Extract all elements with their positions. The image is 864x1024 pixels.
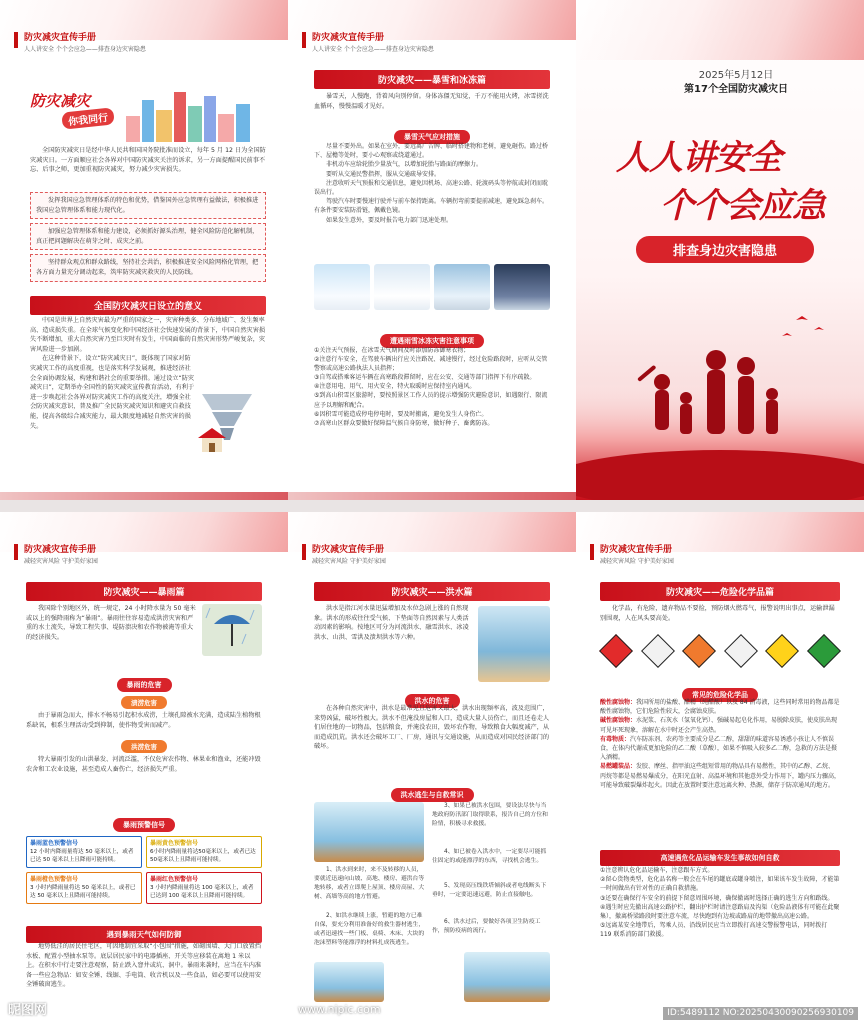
header-accent-bar (590, 544, 594, 560)
section-title: 防灾减灾——危险化学品篇 (600, 582, 840, 601)
subsection-title: 常见的危险化学品 (682, 688, 758, 702)
panel-hazmat (576, 512, 864, 1024)
panel-cover (576, 0, 864, 500)
watermark-url: www.nipic.com (298, 1003, 381, 1016)
warning-signal-card (26, 872, 142, 904)
section-banner (600, 850, 840, 866)
warning-signal-card (26, 836, 142, 868)
section-banner (30, 296, 266, 315)
subsection-title: 暴雪天气应对措施 (394, 130, 470, 144)
subsection-tag (314, 124, 550, 144)
step-item: ②留心货物类型，危化品名称一般会在车尾的罐底或罐身喷注，如果该车发生故障，才能第一时间做出有针对性的正确自救措施。 (600, 876, 840, 893)
header-title: 防灾减灾宣传手册 (312, 545, 385, 555)
flammable-icon (599, 634, 633, 668)
panel-snow (288, 0, 576, 500)
snow-intro (314, 92, 550, 111)
panel-header (312, 542, 386, 565)
header-title: 防灾减灾宣传手册 (24, 33, 97, 43)
signal-text: 3 小时内降雨量将达 100 毫米以上，或者已达到 100 毫米以上且降雨可能持续。 (150, 885, 254, 899)
subsection-title: 遭遇雨雪冰冻灾害注意事项 (380, 334, 484, 348)
header-title: 防灾减灾宣传手册 (24, 545, 97, 555)
policy-text: 坚持群众观点和群众路线，坚持社会共治，积极推进安全风险网格化管理，把各方面力量充分调动起来，筑牢防灾减灾救灾的人民防线。 (36, 259, 259, 276)
signal-text: 12 小时内降雨量将达 50 毫米以上，或者已达 50 毫米以上且降雨可能持续。 (30, 849, 134, 863)
panel-header (24, 30, 146, 53)
snow-measures-list (314, 142, 550, 225)
panel-header (312, 30, 434, 53)
signal-grid (26, 836, 262, 904)
chemical-type: 易燃罐装品： (600, 763, 637, 771)
night-road-image (494, 264, 550, 310)
subsection-title: 洪水的危害 (405, 694, 460, 708)
list-item: 如果发生意外，要及时报告电力部门迅速处理。 (326, 216, 453, 224)
section-title: 全国防灾减灾日设立的意义 (30, 296, 266, 315)
header-accent-bar (302, 544, 306, 560)
section-title: 高速遇危化品运输车发生事故如何自救 (600, 850, 840, 866)
watermark-logo: 昵图网 (8, 1003, 48, 1018)
body-paragraph: 中国是世界上自然灾害最为严重的国家之一，灾害种类多、分布地域广、发生频率高、造成损失重。在全球气候变化和中国经济社会快速发展的背景下，中国自然灾害损失不断增加，重大自然灾害乃至巨灾时有发生，中国面临的自然灾害形势严峻复杂，灾害风险进一步加剧。 (30, 317, 266, 353)
list-item: 非机动车应给轮胎少量放气，以增加轮胎与路面的摩擦力。 (326, 161, 483, 169)
list-item: ④注意用电、用气、用火安全，特火取暖时应保持室内通风。 (314, 383, 476, 391)
panel-header (600, 542, 674, 565)
intro-text: 暴雪天，人慢跑，背着风向别停留。身体冻僵无知觉，千万不能用火烤，冰雪搓洗血循环，慢慢温暖才见好。 (314, 93, 549, 110)
header-accent-bar (14, 544, 18, 560)
hazard-symbols (600, 634, 840, 668)
umbrella-wind-icon (202, 604, 262, 656)
chemical-desc: 我国所用的盐酸、醋精（纯醋酸）以及 84 消毒液，这些同时常用的物品都是酸性腐蚀物，它们危险性较大，会腐蚀皮肤。 (600, 699, 840, 716)
header-subtitle: 减轻灾害风险 守护美好家园 (312, 558, 386, 565)
chemical-item (600, 716, 840, 734)
policy-text: 发挥我国应急管理体系的特色和优势，借鉴国外应急管理有益做法，积极推进我国应急管理体系和能力现代化。 (36, 197, 259, 214)
intro-text: 我国除个别地区外，统一规定，24 小时降水量为 50 毫米或以上的强降雨称为“暴雨”。暴雨往往容易造成洪涝灾害和严重的水土流失，导致工程失事、堤防溃决和农作物被淹等重大的经济损失。 (26, 605, 196, 641)
tornado-house-icon (192, 388, 262, 458)
rainstorm-intro (26, 604, 262, 656)
tip-item: 1、洪水到来时，来不及转移的人员，要就近迅速向山坡、高地、楼房、避洪台等地转移，或者立即爬上屋顶、楼房高屋、大树、高墙等高的地方暂避。 (314, 867, 425, 900)
hazmat-intro (600, 604, 840, 623)
flood-car-image (478, 606, 550, 682)
intro-text: 化学品，有危险，遗弃物品不要捡，预防烟火燃毒气，报警说明出事点，运输泄漏别围观，人在风头要高处。 (600, 605, 835, 622)
policy-text: 加强应急管理体系和能力建设，必须抓好源头治理，健全风险防范化解机制，真正把问题解决在萌芽之时、成灾之前。 (36, 228, 259, 245)
policy-box (30, 254, 266, 281)
campaign-logo-main: 防灾减灾 (30, 92, 91, 110)
section-title: 遇到暴雨天气如何防御 (26, 926, 262, 943)
list-item: 注意收听天气预报和交通信息，避免因机场、高速公路、轮渡码头等停航或封闭而耽误出行。 (314, 179, 549, 197)
header-subtitle: 减轻灾害风险 守护美好家园 (600, 558, 674, 565)
section-banner (314, 582, 550, 601)
cover-tagline: 排查身边灾害隐患 (636, 236, 814, 263)
tip-item: 3、如果已被洪水包围，要设法尽快与当地政府防汛部门取得联系，报告自己的方位和险情，积极寻求救援。 (432, 803, 548, 827)
top-wave-decoration (576, 0, 864, 60)
bottom-strip (288, 492, 576, 500)
watermark-id: ID:5489112 NO:20250430090256930109 (663, 1007, 858, 1020)
intro-text: 洪水是指江河水量迅猛增加及水位急剧上涨的自然现象。洪水的形成往往受气候、下垫面等自然因素与人类活动因素的影响。按地区可分为河流洪水、融雪洪水、冰凌洪水、山洪、雪洪及溃坝洪水等六种。 (314, 605, 469, 641)
signal-name: 暴雨橙色预警信号 (30, 876, 79, 883)
list-item: ⑤到高山积雪区旅游时，要按照景区工作人员的提示增强防灾避险意识，如遇限行、限流应予以理解和配合。 (314, 392, 548, 409)
body-paragraph: 在这种背景下，设立“防灾减灾日”，既体现了国家对防灾减灾工作的高度重视，也是落实科学发展观，推进经济社会全面协调发展，构建和谐社会的重要举措。通过设立“防灾减灾日”，定期举办全国性的防灾减灾宣传教育活动，有利于进一步唤起社会各界对防灾减灾工作的高度关注，增强全社会防灾减灾意识，普及推广全民防灾减灾知识和避灾自救技能，提高各级综合减灾能力，最大限度地减轻自然灾害的损失。 (30, 355, 195, 430)
signal-name: 暴雨黄色预警信号 (150, 840, 199, 847)
tip-item: 5、发现高压线铁塔倾斜或者电线断头下垂时，一定要迅速远避，防止直接触电。 (432, 883, 547, 898)
freeze-notes-list (314, 346, 550, 428)
corrosive-icon (724, 634, 758, 668)
section-banner (314, 70, 550, 89)
header-title: 防灾减灾宣传手册 (600, 545, 673, 555)
gas-icon (807, 634, 841, 668)
header-title: 防灾减灾宣传手册 (312, 33, 385, 43)
chemical-item (600, 698, 840, 716)
panel-intro (0, 0, 288, 500)
snowman-image (374, 264, 430, 310)
harm-text: 在各种自然灾害中，洪水是最常见且危害又最大，洪水出现频率高，波及范围广，来势凶猛，破坏性极大。洪水不但淹没房屋和人口，造成大量人员伤亡，而且还卷走人们居住地的一切物品，包括粮食，并淹没农田，毁坏农作物，导致粮食大幅度减产，从而造成饥荒。洪水还会破坏工厂、厂房，通讯与交通设施，从而造成对国民经济部门的破坏。 (314, 705, 550, 751)
chemical-item (600, 735, 840, 763)
snow-car-image (434, 264, 490, 310)
family-silhouette-icon (576, 290, 864, 500)
flood-house-image (314, 962, 384, 1002)
toxic-icon (641, 634, 675, 668)
tip-item: 6、洪水过后，要做好各项卫生防疫工作，预防疫病的流行。 (432, 919, 541, 934)
event-name: 第17个全国防灾减灾日 (684, 84, 788, 95)
chemical-desc: 汽车防冻剂、农药等主要成分是乙二醇，甜甜的味道容易诱惑小孩让人不慎误食，在体内代谢成更加危险的乙二酸（草酸），如果不慎吸入较多乙二醇，急救的方法是摄入酒精。 (600, 735, 838, 762)
policy-box (30, 223, 266, 250)
snow-person-image (314, 264, 370, 310)
flood-rescue-image (314, 802, 424, 862)
event-date: 2025年5月12日 (698, 70, 774, 81)
chemical-item (600, 762, 840, 790)
signal-name: 暴雨蓝色预警信号 (30, 840, 79, 847)
section-title: 防灾减灾——洪水篇 (314, 582, 550, 601)
subsection-title: 暴雨的危害 (117, 678, 172, 692)
defense-text: 地势低洼的居民住宅区，可因地制宜采取“小包围”措施，如砌围墙、大门口放置挡水板、配置小型抽水泵等。底层居民家中的电器插座、开关等应移装在离地 1 米以上。在积水中行走要注意观察，防止跌入窨井或坑、洞中。暴雨来袭时，应当在车内准备一些应急物品：如安全锤、线锯、手电筒、收音机以及一些食品，如必要可以使用安全锤破窗逃生。 (26, 943, 262, 989)
section-banner (26, 582, 262, 601)
harm-type-tag: 洪涝危害 (121, 740, 167, 753)
warning-signals (26, 812, 262, 904)
subsection-title: 洪水逃生与自救常识 (391, 788, 474, 802)
list-item: ⑥因积雪可能造成停电停电时，要及时搬离，避免发生人身伤亡。 (314, 410, 488, 418)
subsection-tag (314, 782, 550, 802)
step-item: ③还要在确保行车安全的前提下留意周围环境，确保撤离时选择正确的逃生方向和路线。 (600, 894, 834, 902)
defense-body (26, 942, 262, 990)
chemical-type: 有毒物质： (600, 735, 631, 743)
snow-illustrations (314, 264, 550, 310)
rainstorm-harm (26, 688, 262, 774)
policy-boxes (30, 192, 266, 286)
signal-text: 3 小时内降雨量将达 50 毫米以上，或者已达 50 毫米以上且降雨可能持续。 (30, 885, 136, 899)
subsection-tag (314, 328, 550, 348)
header-accent-bar (302, 32, 306, 48)
city-skyline-icon (126, 86, 256, 142)
step-item: ①注意辨认危化品运输车，注意跟车方式。 (600, 867, 714, 874)
chemical-type: 酸性腐蚀物： (600, 699, 637, 706)
panel-flood (288, 512, 576, 1024)
slogan-line-1: 人人讲安全 (616, 138, 781, 178)
chemical-desc: 水泥浆、石灰水（氢氧化钙）、强碱易起皂化作用，易脱除皮肤，使皮肤出现可见坏死现象，溶解在水中时还会产生高热。 (600, 717, 838, 734)
warning-signal-card (146, 872, 262, 904)
subsection-title: 暴雨预警信号 (113, 818, 175, 832)
flood-intro (314, 604, 474, 642)
tip-item: 2、如洪水继续上涨，暂避的地方已难自保，要充分利用准备好的救生器材逃生，或者迅速找一些门板、桌椅、木床、大块的泡沫塑料等能漂浮的材料扎成筏逃生。 (314, 913, 425, 946)
intro-paragraph (30, 146, 266, 175)
harm-type-tag: 渍涝危害 (121, 696, 167, 709)
campaign-logo-sub: 你我同行 (61, 107, 114, 129)
step-item: ⑤远离某安全地带后，驾乘人员、沿线居民应当立即拨打高速交警报警电话，同时拨打 119 联系消防部门救援。 (600, 922, 828, 939)
harm-text: 由于暴雨急而大，排水不畅易引起积水成涝，土壤孔隙被水充满，造成陆生植物根系缺氧，根系生理活动受到抑制，使作物受害而减产。 (26, 712, 261, 729)
list-item: ①关注天气预报，在冰雪天气期间及时添加防冻御寒衣物； (314, 347, 470, 354)
header-subtitle: 人人讲安全 个个会应急——排查身边灾害隐患 (312, 46, 434, 53)
flood-tips (314, 802, 550, 1002)
policy-box (30, 192, 266, 219)
signal-name: 暴雨红色预警信号 (150, 876, 199, 883)
list-item: ②注意行车安全，在驾驶车辆出行应关注路况、减速慢行，经过危险路段时，应听从交管警察或高速公路执法人员指挥； (314, 356, 548, 373)
self-rescue-steps (600, 866, 840, 940)
list-item: 要听从交通民警指挥，服从交通疏导安排。 (326, 170, 441, 178)
slogan-line-2: 个个会应急 (660, 186, 825, 226)
warning-signal-card (146, 836, 262, 868)
list-item: 驾驶汽车时要慢速行驶并与前车保持距离。车辆拐弯前要提前减速，避免踩急刹车。有条件要安装防滑链，佩戴色镜。 (314, 198, 549, 215)
section-banner (600, 582, 840, 601)
list-item: 尽量不要外出。如果在室外，要远离广告牌、临时搭建物和老树，避免砸伤。路过桥下、屋檐等处时，要小心观察或绕道通过。 (314, 143, 549, 160)
harm-text: 特大暴雨引发的山洪暴发、河流泛滥，不仅危害农作物、林果业和渔业，还能冲毁农舍和工农业设施，甚至造成人畜伤亡，经济损失严重。 (26, 756, 261, 773)
list-item: ⑦高寒山区群众要做好保障温气候自身防寒，做好种子、畜禽防冻。 (314, 419, 494, 427)
tip-item: 4、如已被卷入洪水中，一定要尽可能抓住固定的或能漂浮的东西，寻找机会逃生。 (432, 849, 547, 864)
step-item: ④遇生时应先撤出高速公路护栏，翻出护栏时请注意路肩及沟渠（危险品液体有可能在此聚集），撤离桥梁路段时要注意车流，尽快跑到有边坡或路肩的地带撤出高速公路。 (600, 903, 840, 921)
header-subtitle: 人人讲安全 个个会应急——排查身边灾害隐患 (24, 46, 146, 53)
flood-boat-image (464, 952, 550, 1002)
panel-rainstorm (0, 512, 288, 1024)
section-title: 防灾减灾——暴雪和冰冻篇 (314, 70, 550, 89)
chemical-list (600, 698, 840, 790)
header-accent-bar (14, 32, 18, 48)
oxidizer-icon (765, 634, 799, 668)
list-item: ③自驾或搭乘客运车辆在高寒路段滞留时，应在公安、交通等部门指挥下有序疏散。 (314, 374, 536, 382)
signal-text: 6小时内降雨量将达50毫米以上，或者已达50毫米以上且降雨可能持续。 (150, 849, 256, 863)
explosive-icon (682, 634, 716, 668)
chemical-type: 碱性腐蚀物： (600, 717, 637, 725)
section-banner (26, 926, 262, 943)
section-title: 防灾减灾——暴雨篇 (26, 582, 262, 601)
bottom-strip (0, 492, 288, 500)
intro-text: 全国防灾减灾日是经中华人民共和国国务院批准而设立，每年 5 月 12 日为全国防灾减灾日。一方面顺应社会各界对中国防灾减灾关注的诉求，另一方面提醒国民前事不忘、后事之师，更加重视防灾减灾，努力减少灾害损失。 (30, 147, 266, 174)
flood-harm (314, 704, 550, 752)
header-subtitle: 减轻灾害风险 守护美好家园 (24, 558, 98, 565)
chemical-desc: 发胶、摩丝、指甲油这些组短常用的物品具有易燃性，其中的乙醇、乙烷、丙烷等都是易燃易爆成分，在阳光直射、高温环境和其他意外受力作用下，罐内压力骤高，可能导致破裂爆炸起火。因此在放置时要注意远离火种、热源，储存于防凉通风的地方。 (600, 763, 841, 789)
panel-header (24, 542, 98, 565)
